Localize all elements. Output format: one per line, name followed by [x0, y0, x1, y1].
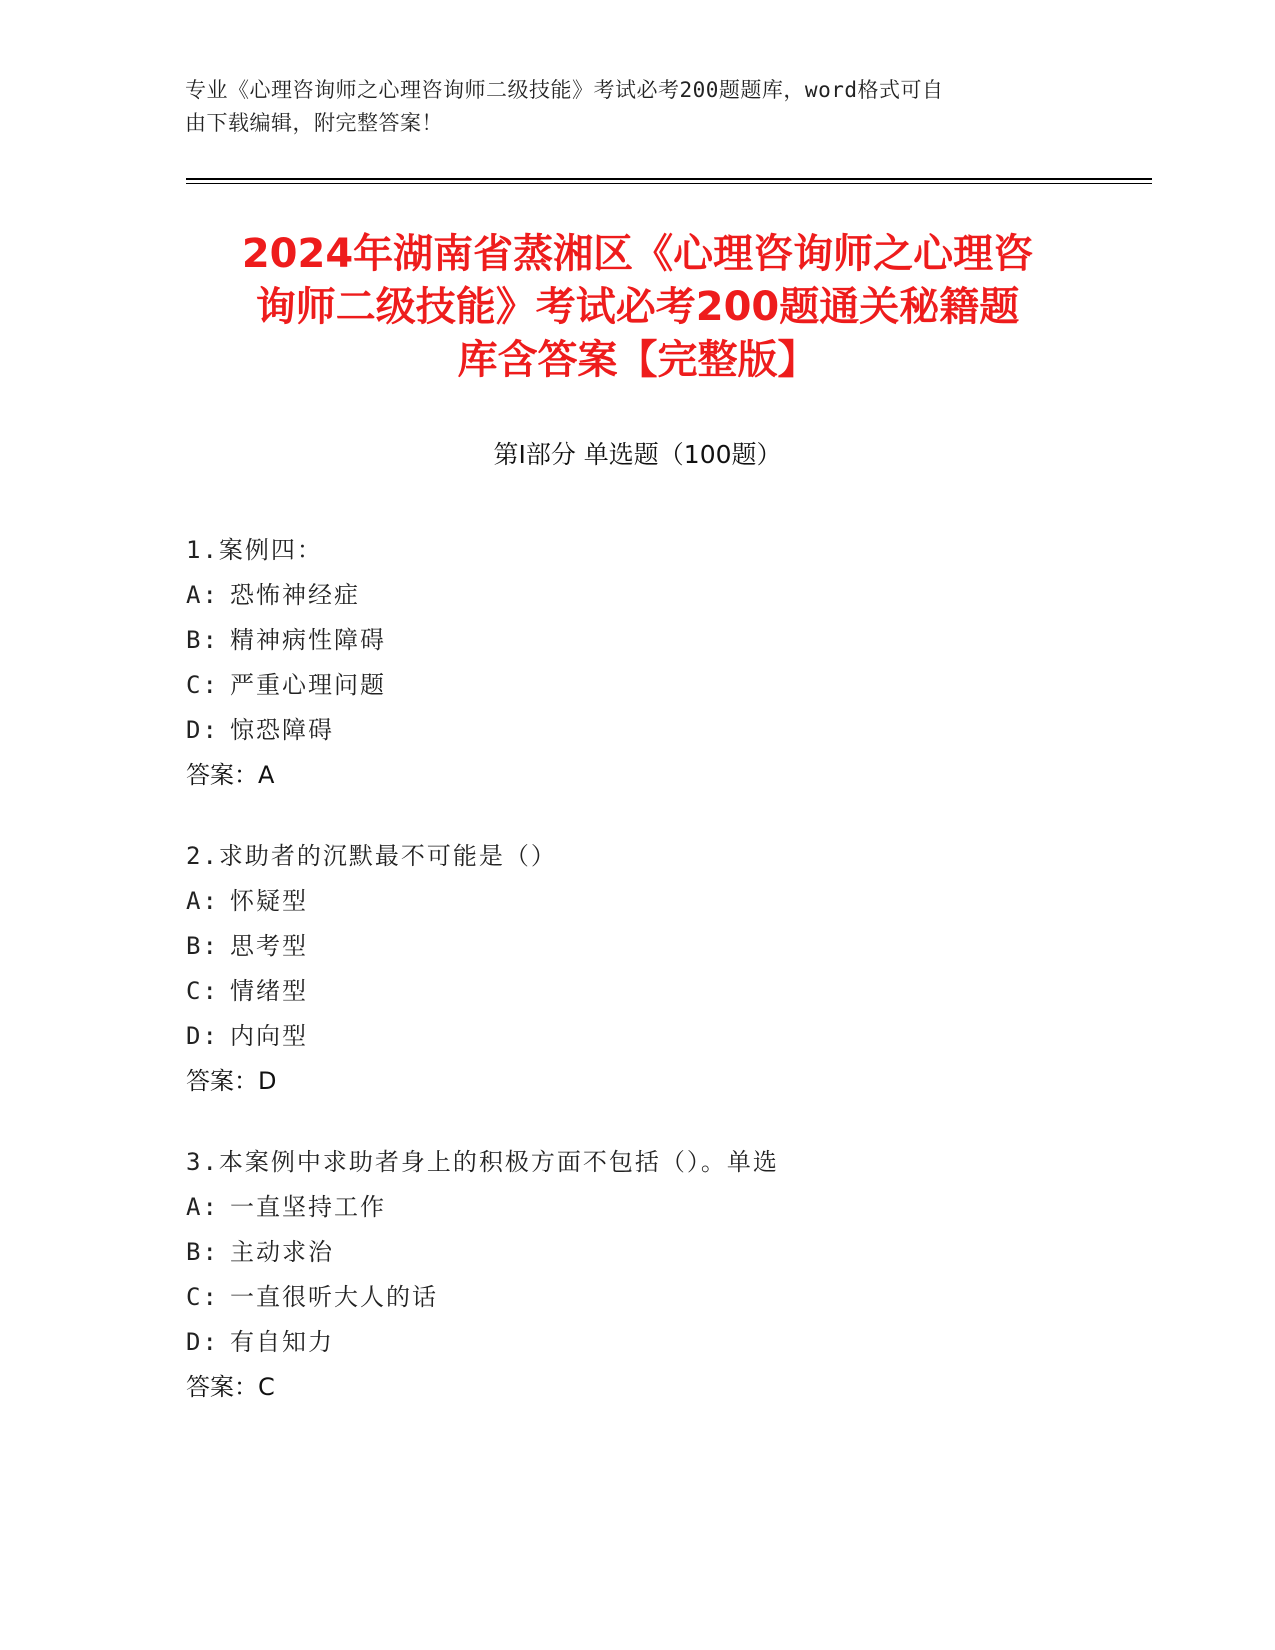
header-rule-thin	[186, 183, 1152, 184]
option-d	[186, 1014, 1136, 1059]
option-key: C:	[186, 977, 219, 1005]
header-note-line-2: 由下载编辑，附完整答案！	[185, 111, 443, 135]
option-c	[186, 663, 1136, 708]
option-key: B:	[186, 932, 219, 960]
option-key: D:	[186, 1022, 219, 1050]
option-key: B:	[186, 1238, 219, 1266]
option-text: 一直坚持工作	[230, 1193, 386, 1221]
option-text: 恐怖神经症	[230, 581, 360, 609]
option-key: C:	[186, 1283, 219, 1311]
option-text: 一直很听大人的话	[230, 1283, 438, 1311]
document-title-line-3: 库含答案【完整版】	[457, 337, 818, 383]
option-key: C:	[186, 671, 219, 699]
option-text: 内向型	[230, 1022, 308, 1050]
option-a	[186, 573, 1136, 618]
question-1	[186, 528, 1136, 798]
option-text: 有自知力	[230, 1328, 334, 1356]
option-d	[186, 1320, 1136, 1365]
section-title: 第Ⅰ部分 单选题（100题）	[493, 440, 782, 469]
option-text: 思考型	[230, 932, 308, 960]
option-c	[186, 1275, 1136, 1320]
document-title-line-1: 2024年湖南省蒸湘区《心理咨询师之心理咨	[241, 231, 1034, 277]
document-title	[160, 228, 1115, 387]
question-list	[186, 528, 1136, 1446]
option-key: A:	[186, 887, 219, 915]
option-text: 情绪型	[230, 977, 308, 1005]
option-key: D:	[186, 716, 219, 744]
question-stem: 2.求助者的沉默最不可能是（）	[186, 842, 557, 870]
option-a	[186, 1185, 1136, 1230]
option-text: 严重心理问题	[230, 671, 386, 699]
answer: 答案：A	[186, 761, 275, 789]
option-d	[186, 708, 1136, 753]
question-2	[186, 834, 1136, 1104]
option-key: A:	[186, 1193, 219, 1221]
option-c	[186, 969, 1136, 1014]
option-text: 主动求治	[230, 1238, 334, 1266]
option-key: D:	[186, 1328, 219, 1356]
option-b	[186, 924, 1136, 969]
header-note	[185, 74, 1065, 140]
header-note-line-1: 专业《心理咨询师之心理咨询师二级技能》考试必考200题题库，word格式可自	[185, 78, 944, 102]
question-stem: 1.案例四：	[186, 536, 323, 564]
option-b	[186, 1230, 1136, 1275]
header-rule-thick	[186, 178, 1152, 180]
option-b	[186, 618, 1136, 663]
option-key: B:	[186, 626, 219, 654]
option-text: 精神病性障碍	[230, 626, 386, 654]
question-3	[186, 1140, 1136, 1410]
question-stem: 3.本案例中求助者身上的积极方面不包括（）。单选	[186, 1148, 779, 1176]
document-title-line-2: 询师二级技能》考试必考200题通关秘籍题	[255, 284, 1020, 330]
option-text: 怀疑型	[230, 887, 308, 915]
option-text: 惊恐障碍	[230, 716, 334, 744]
answer: 答案：C	[186, 1373, 275, 1401]
option-a	[186, 879, 1136, 924]
option-key: A:	[186, 581, 219, 609]
answer: 答案：D	[186, 1067, 277, 1095]
